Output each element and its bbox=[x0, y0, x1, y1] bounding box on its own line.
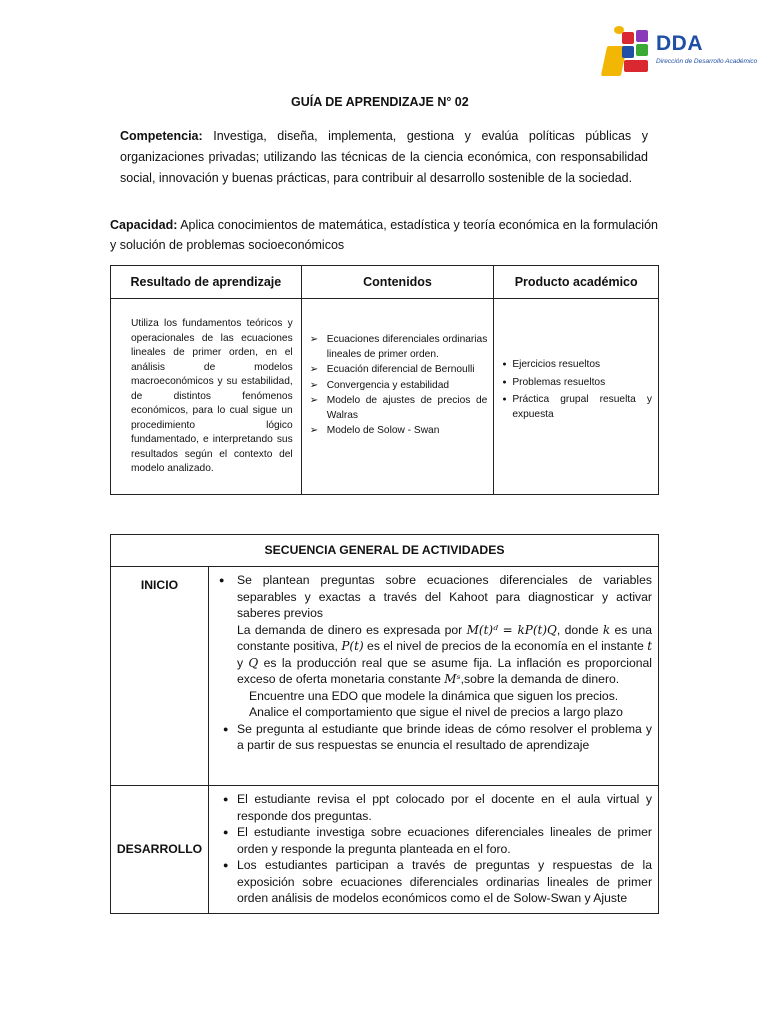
text-span: , donde bbox=[556, 622, 599, 637]
list-item: ● Práctica grupal resuelta y expuesta bbox=[502, 393, 652, 422]
text-span: es la producción real que se asume fija. La inflación es proporcional exceso de oferta monetaria constante bbox=[236, 655, 652, 686]
math-ms: Mˢ bbox=[444, 672, 461, 686]
header-producto: Producto académico bbox=[494, 266, 659, 299]
activities-header: SECUENCIA GENERAL DE ACTIVIDADES bbox=[111, 535, 659, 567]
capacidad-paragraph bbox=[110, 215, 658, 255]
phase-inicio-label: INICIO bbox=[111, 567, 209, 786]
math-pt: P(t) bbox=[341, 639, 364, 653]
activities-table bbox=[110, 534, 659, 914]
demand-paragraph bbox=[215, 622, 652, 688]
list-item: ➢ Convergencia y estabilidad bbox=[310, 379, 488, 394]
resultado-cell: Utiliza los fundamentos teóricos y operacionales de las ecuaciones lineales de primer orden, en el análisis de modelos macroeconómicos y su estabilidad, de distintos fenómenos económicos, para lo cual sigue un procedimiento lógico fundamentado, e interpretando sus resultados según el contexto del modelo analizado. bbox=[111, 299, 302, 495]
capacidad-text: Aplica conocimientos de matemática, estadística y teoría económica en la formulación y solución de problemas socioeconómicos bbox=[110, 218, 658, 252]
logo-subtitle: Dirección de Desarrollo Académico bbox=[656, 58, 758, 65]
desarrollo-activities bbox=[208, 786, 658, 914]
page-title: GUÍA DE APRENDIZAJE N° 02 bbox=[291, 95, 469, 109]
header-contenidos: Contenidos bbox=[301, 266, 494, 299]
logo-emblem-icon bbox=[598, 26, 658, 78]
logo-text: DDA bbox=[656, 32, 703, 55]
phase-desarrollo-label: DESARROLLO bbox=[111, 786, 209, 914]
header-resultado: Resultado de aprendizaje bbox=[111, 266, 302, 299]
list-item: ● Ejercicios resueltos bbox=[502, 358, 652, 373]
math-t: t bbox=[647, 639, 653, 653]
question-a: Encuentre una EDO que modele la dinámica que siguen los precios. bbox=[248, 688, 619, 703]
list-item: ➢ Ecuaciones diferenciales ordinarias lineales de primer orden. bbox=[310, 333, 488, 362]
equation-demand: M(t)ᵈ = kP(t)Q bbox=[466, 622, 557, 637]
list-item: ➢ Modelo de Solow - Swan bbox=[310, 424, 488, 439]
math-k: k bbox=[602, 622, 611, 637]
contenidos-cell bbox=[301, 299, 494, 495]
math-q: Q bbox=[248, 655, 259, 670]
producto-cell bbox=[494, 299, 659, 495]
list-item: ● Se plantean preguntas sobre ecuaciones diferenciales de variables separables y exactas a través del Kahoot para diagnosticar y activar saberes previos bbox=[215, 572, 652, 622]
list-item: ● El estudiante investiga sobre ecuaciones diferenciales lineales de primer orden y responde la pregunta planteada en el foro. bbox=[215, 824, 652, 857]
question-b: Analice el comportamiento que sigue el nivel de precios a largo plazo bbox=[248, 705, 623, 719]
text-span: La demanda de dinero es expresada por bbox=[236, 622, 463, 637]
competencia-paragraph bbox=[120, 126, 648, 189]
competencia-text: Investiga, diseña, implementa, gestiona y evalúa políticas públicas y organizaciones privadas; utilizando las técnicas de la ciencia económica, con responsabilidad social, innovación y buenas prácticas, para contribuir al desarrollo sostenible de la sociedad. bbox=[120, 129, 648, 185]
desarrollo-list bbox=[215, 791, 652, 907]
text-span: es una constante positiva, bbox=[236, 622, 653, 653]
capacidad-label: Capacidad: bbox=[110, 218, 178, 232]
text-span: y bbox=[236, 655, 244, 670]
learning-outcomes-table bbox=[110, 265, 659, 495]
text-span: ,sobre la demanda de dinero. bbox=[460, 672, 620, 686]
inicio-list bbox=[215, 572, 652, 622]
list-item: ● Los estudiantes participan a través de preguntas y respuestas de la exposición sobre ecuaciones diferenciales ordinarias lineales de primer orden análisis de modelos económicos como el de Solow-Swan y Ajuste bbox=[215, 857, 652, 907]
contenidos-list bbox=[310, 333, 488, 439]
text-span: es el nivel de precios de la economía en el instante bbox=[367, 639, 644, 653]
producto-list bbox=[502, 358, 652, 422]
list-item: ● Se pregunta al estudiante que brinde ideas de cómo resolver el problema y a partir de sus respuestas se enuncia el resultado de aprendizaje bbox=[215, 721, 652, 754]
list-item: ● El estudiante revisa el ppt colocado por el docente en el aula virtual y responde dos preguntas. bbox=[215, 791, 652, 824]
list-item: ➢ Modelo de ajustes de precios de Walras bbox=[310, 394, 488, 423]
inicio-activities bbox=[208, 567, 658, 786]
list-item: ● Problemas resueltos bbox=[502, 376, 652, 391]
competencia-label: Competencia: bbox=[120, 129, 203, 143]
list-item: ➢ Ecuación diferencial de Bernoulli bbox=[310, 363, 488, 378]
dda-logo bbox=[598, 24, 758, 80]
inicio-list-2 bbox=[215, 721, 652, 754]
